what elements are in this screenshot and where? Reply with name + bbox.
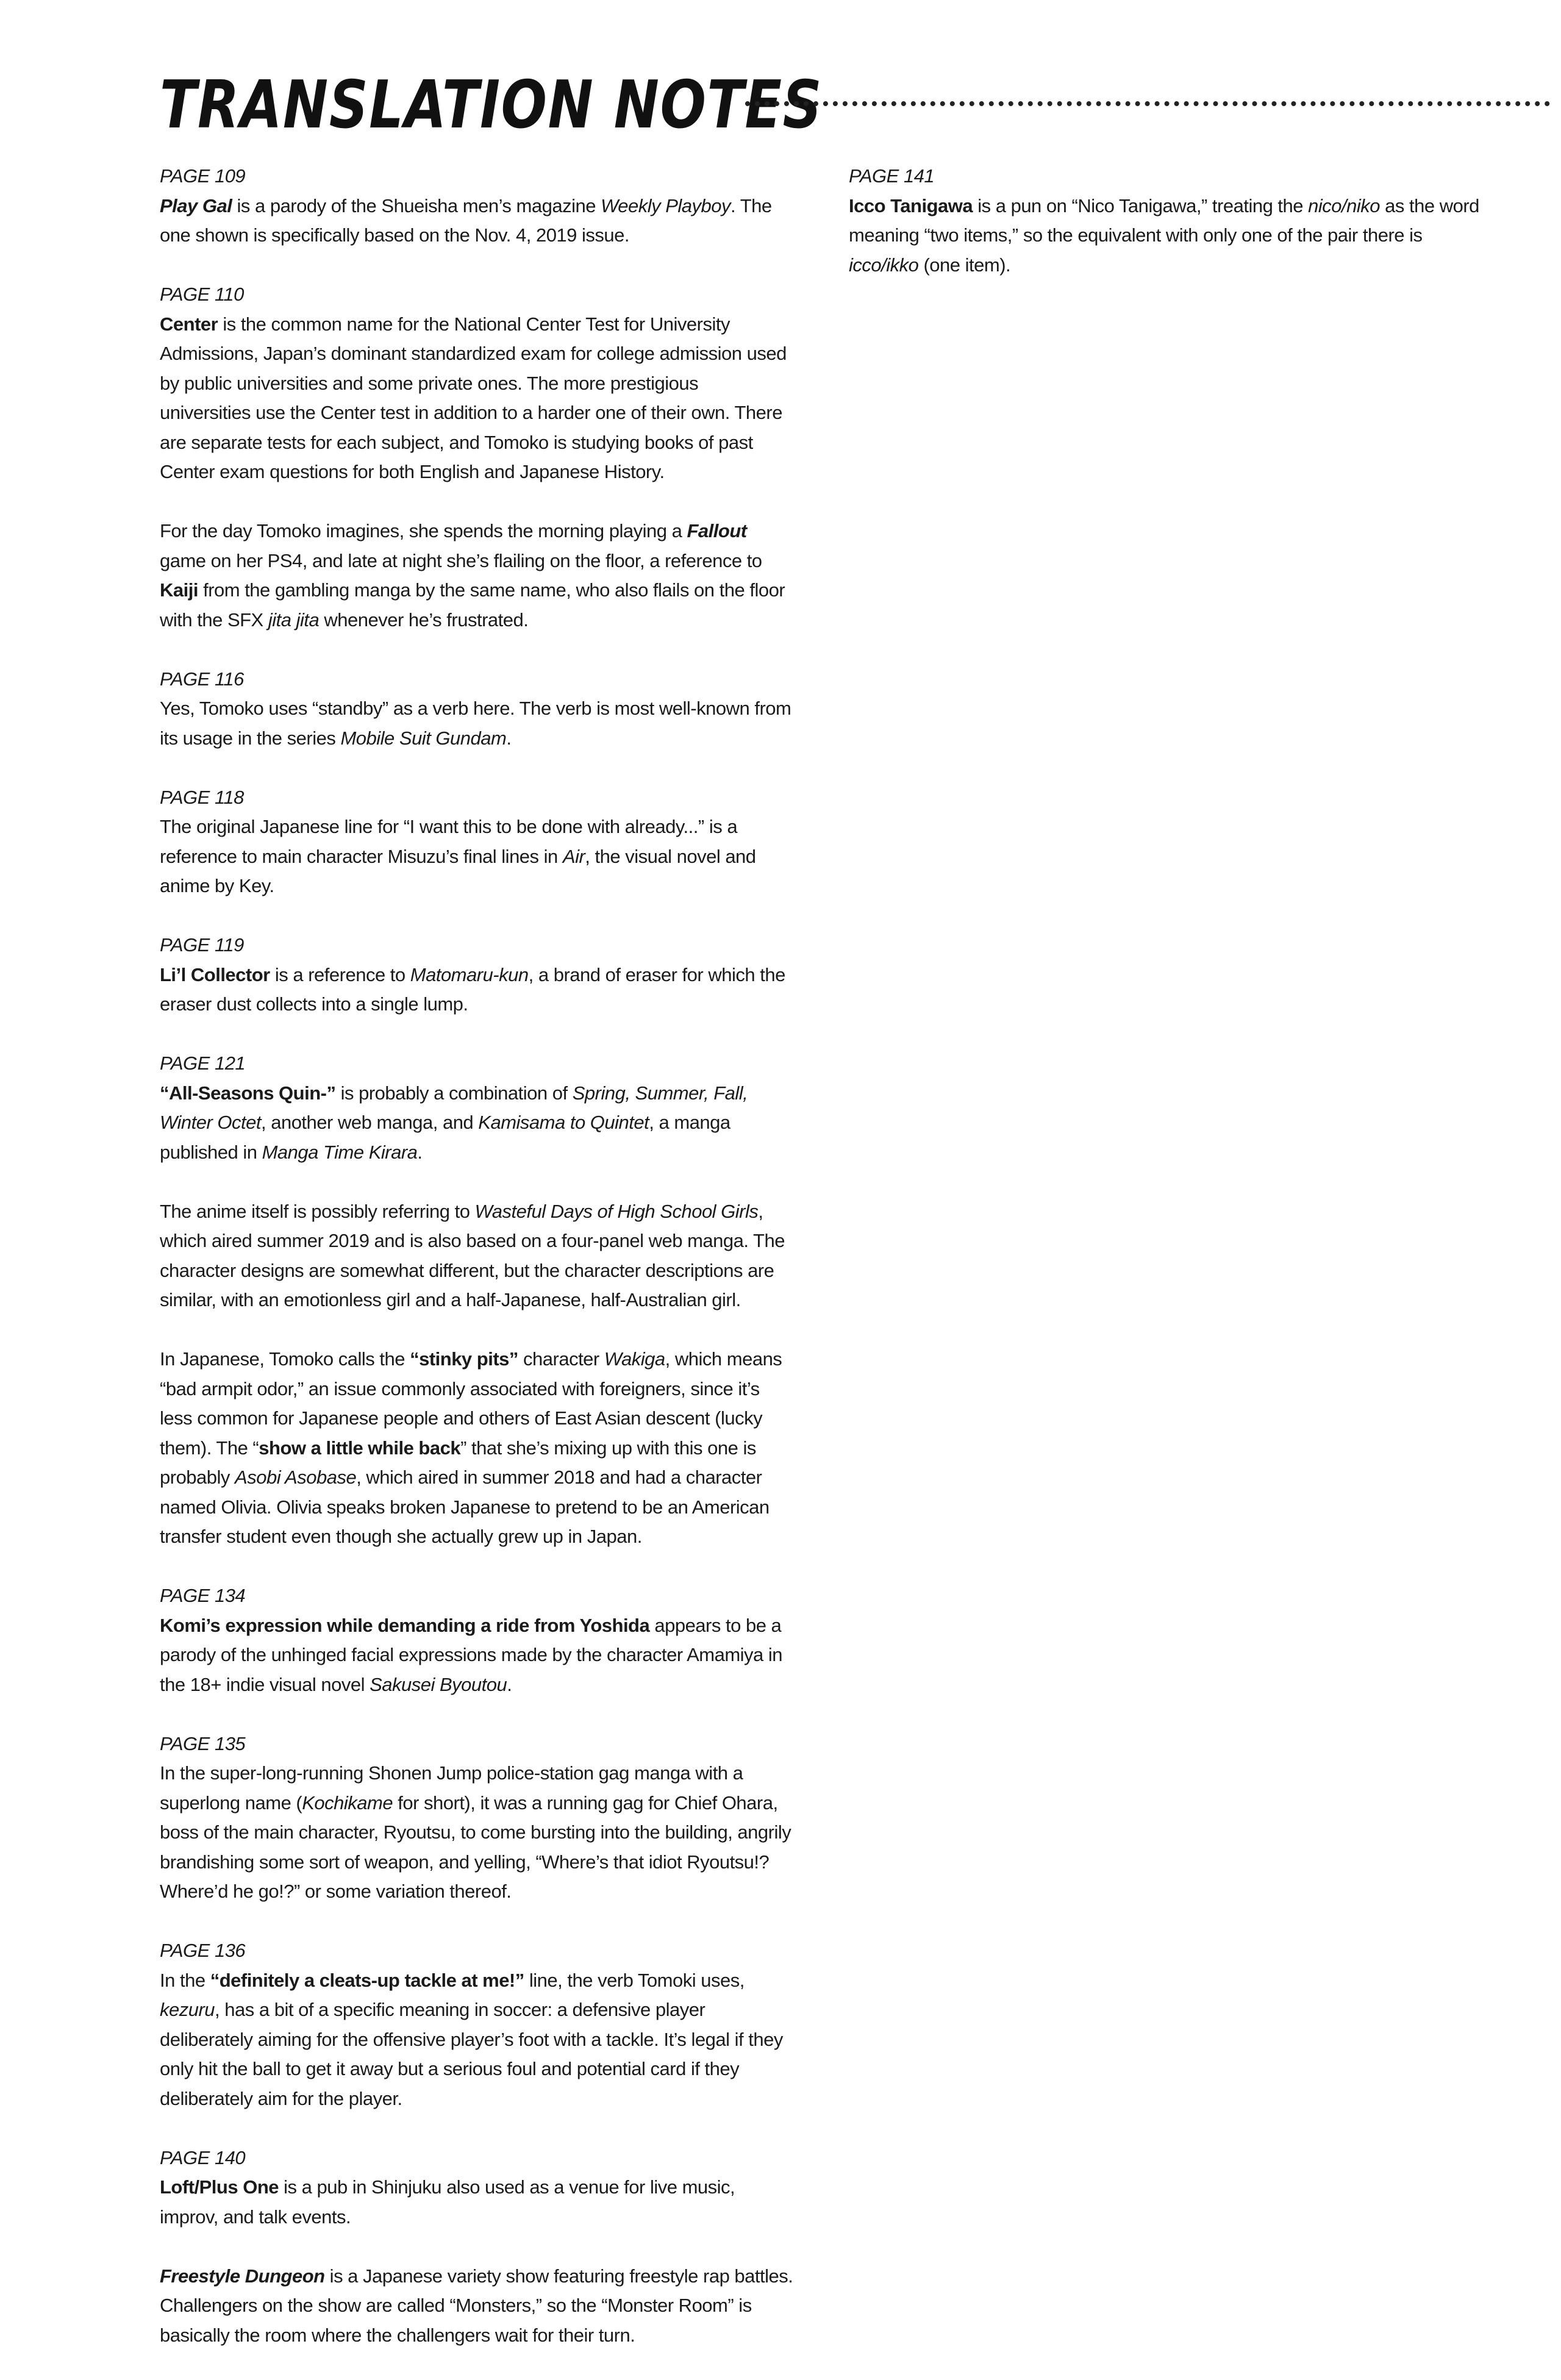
note-text-segment: The original Japanese line for “I want this to be done with already...” is a reference to main character Misuzu’s final lines in xyxy=(160,816,738,867)
note-page-number: PAGE 136 xyxy=(160,1940,246,1961)
page-title: TRANSLATION NOTES xyxy=(160,67,823,143)
note-text-segment: nico/niko xyxy=(1308,195,1381,216)
note-text-segment: Icco Tanigawa xyxy=(849,195,973,216)
note-text-segment: Li’l Collector xyxy=(160,963,270,985)
note-text-segment: Weekly Playboy xyxy=(601,195,731,216)
note-paragraph xyxy=(160,2262,794,2351)
note-text-segment: is a pun on “Nico Tanigawa,” treating the xyxy=(973,195,1309,216)
note-paragraph xyxy=(160,516,794,635)
note-text-segment: appears to be a parody of the unhinged facial expressions made by the character Amamiya in the 18+ indie visual novel xyxy=(160,1614,783,1695)
note-text-segment: , has a bit of a specific meaning in soccer: a defensive player deliberately aiming for the offensive player’s foot with a tackle. It’s legal if they only hit the ball to get it away but a serious foul and potential card if they deliberately aim for the player. xyxy=(160,1999,783,2109)
note-text-segment: is probably a combination of xyxy=(335,1082,573,1104)
note-text-segment: . xyxy=(417,1141,423,1163)
note-text-segment: , the visual novel and anime by Key. xyxy=(160,845,756,896)
note-text-segment: Mobile Suit Gundam xyxy=(340,727,507,749)
note-text-segment: Center xyxy=(160,313,218,335)
note-text-segment: . xyxy=(506,727,512,749)
note-text-segment: Manga Time Kirara xyxy=(262,1141,418,1163)
note-paragraph xyxy=(160,1079,794,1168)
note-text-segment: . The one shown is specifically based on the Nov. 4, 2019 issue. xyxy=(160,195,772,246)
note-text-segment: Wakiga xyxy=(604,1348,665,1370)
note-text-segment: is a pub in Shinjuku also used as a venue for live music, improv, and talk events. xyxy=(160,2176,735,2228)
note-paragraph xyxy=(160,1966,794,2114)
note-text-segment: , which aired summer 2019 and is also based on a four-panel web manga. The character designs are somewhat different, but the character descriptions are similar, with an emotionless girl and a half-Japanese, half-Australian girl. xyxy=(160,1200,785,1310)
note-page-number: PAGE 116 xyxy=(160,668,244,690)
note-text-segment: jita jita xyxy=(268,609,320,631)
note-text-segment: Asobi Asobase xyxy=(235,1467,357,1488)
note-page-number: PAGE 110 xyxy=(160,284,244,305)
note-page-number: PAGE 141 xyxy=(849,165,935,187)
note-text-segment: as the word meaning “two items,” so the equivalent with only one of the pair there is xyxy=(849,195,1479,246)
notes-column-left xyxy=(160,162,794,2380)
note-text-segment: , which aired in summer 2018 and had a character named Olivia. Olivia speaks broken Japanese to pretend to be an American transfer student even though she actually grew up in Japan. xyxy=(160,1467,770,1547)
note-text-segment: Wasteful Days of High School Girls xyxy=(474,1200,759,1222)
note-text-segment: . xyxy=(507,1673,512,1695)
note-paragraph xyxy=(160,1759,794,1907)
note-block xyxy=(160,1049,794,1552)
note-text-segment: “definitely a cleats-up tackle at me!” xyxy=(210,1969,524,1991)
note-text-segment: Spring, Summer, Fall, Winter Octet xyxy=(160,1082,748,1133)
note-text-segment: “stinky pits” xyxy=(410,1348,518,1370)
note-paragraph xyxy=(160,1345,794,1552)
note-text-segment: (one item). xyxy=(918,254,1011,276)
note-text-segment: , which means “bad armpit odor,” an issue commonly associated with foreigners, since it’s less common for Japanese people and others of East Asian descent (lucky them). The “ xyxy=(160,1348,782,1459)
note-text-segment: Kaiji xyxy=(160,579,198,601)
note-text-segment: character xyxy=(518,1348,604,1370)
note-text-segment: Air xyxy=(562,845,585,867)
note-paragraph xyxy=(160,1197,794,1315)
note-paragraph xyxy=(160,1611,794,1700)
note-text-segment: show a little while back xyxy=(259,1437,461,1459)
note-text-segment: Matomaru-kun xyxy=(410,963,529,985)
notes-column-right xyxy=(849,162,1489,310)
note-paragraph xyxy=(160,960,794,1020)
note-text-segment: is a parody of the Shueisha men’s magazine xyxy=(232,195,601,216)
note-paragraph xyxy=(160,191,794,251)
note-block xyxy=(160,162,794,251)
note-text-segment: icco/ikko xyxy=(849,254,919,276)
note-text-segment: Yes, Tomoko uses “standby” as a verb here. The verb is most well-known from its usage in the series xyxy=(160,698,791,749)
note-paragraph xyxy=(160,812,794,901)
note-text-segment: In the super-long-running Shonen Jump police-station gag manga with a superlong name ( xyxy=(160,1762,743,1814)
note-text-segment: Kochikame xyxy=(302,1792,393,1814)
note-block xyxy=(160,1581,794,1699)
note-paragraph xyxy=(160,2173,794,2232)
note-text-segment: Play Gal xyxy=(160,195,232,216)
note-text-segment: For the day Tomoko imagines, she spends the morning playing a xyxy=(160,520,687,541)
note-text-segment: Fallout xyxy=(687,520,747,541)
note-text-segment: line, the verb Tomoki uses, xyxy=(524,1969,745,1991)
note-text-segment: , a manga published in xyxy=(160,1112,730,1163)
note-text-segment: In the xyxy=(160,1969,210,1991)
note-text-segment: Freestyle Dungeon xyxy=(160,2265,325,2287)
note-text-segment: Komi’s expression while demanding a ride from Yoshida xyxy=(160,1614,650,1636)
note-paragraph xyxy=(160,694,794,753)
note-block xyxy=(160,280,794,635)
header-dotted-rule xyxy=(745,101,1550,106)
note-text-segment: is a Japanese variety show featuring freestyle rap battles. Challengers on the show are called “Monsters,” so the “Monster Room” is basically the room where the challengers wait for their turn. xyxy=(160,2265,793,2346)
note-block xyxy=(849,162,1489,280)
page-header xyxy=(160,66,1550,145)
note-block xyxy=(160,783,794,901)
note-page-number: PAGE 109 xyxy=(160,165,246,187)
note-text-segment: kezuru xyxy=(160,1999,215,2020)
note-page-number: PAGE 121 xyxy=(160,1052,246,1074)
note-text-segment: is the common name for the National Center Test for University Admissions, Japan’s dominant standardized exam for college admission used by public universities and some private ones. The more prestigious universities use the Center test in addition to a harder one of their own. There are separate tests for each subject, and Tomoko is studying books of past Center exam questions for both English and Japanese History. xyxy=(160,313,787,482)
note-paragraph xyxy=(849,191,1489,281)
note-text-segment: Sakusei Byoutou xyxy=(370,1673,507,1695)
note-page-number: PAGE 118 xyxy=(160,786,244,808)
note-text-segment: is a reference to xyxy=(270,963,410,985)
note-text-segment: “All-Seasons Quin-” xyxy=(160,1082,336,1104)
note-page-number: PAGE 119 xyxy=(160,934,244,956)
note-page-number: PAGE 140 xyxy=(160,2146,246,2168)
note-text-segment: Kamisama to Quintet xyxy=(478,1112,649,1133)
note-block xyxy=(160,931,794,1020)
note-text-segment: from the gambling manga by the same name, who also flails on the floor with the SFX xyxy=(160,579,785,631)
note-text-segment: Loft/Plus One xyxy=(160,2176,279,2198)
note-text-segment: for short), it was a running gag for Chief Ohara, boss of the main character, Ryoutsu, to come bursting into the building, angrily brandishing some sort of weapon, and yelling, “Where’s that idiot Ryoutsu!? Where’d he go!?” or some variation thereof. xyxy=(160,1792,791,1902)
note-text-segment: whenever he’s frustrated. xyxy=(319,609,529,631)
note-text-segment: ” that she’s mixing up with this one is probably xyxy=(160,1437,756,1488)
note-text-segment: The anime itself is possibly referring to xyxy=(160,1200,475,1222)
note-block xyxy=(160,1936,794,2114)
note-block xyxy=(160,665,794,754)
note-text-segment: , another web manga, and xyxy=(260,1112,479,1133)
note-text-segment: In Japanese, Tomoko calls the xyxy=(160,1348,410,1370)
note-paragraph xyxy=(160,310,794,487)
note-page-number: PAGE 135 xyxy=(160,1732,246,1754)
note-text-segment: game on her PS4, and late at night she’s flailing on the floor, a reference to xyxy=(160,549,762,571)
note-block xyxy=(160,2143,794,2351)
note-page-number: PAGE 134 xyxy=(160,1585,246,1606)
note-block xyxy=(160,1729,794,1907)
note-text-segment: , a brand of eraser for which the eraser dust collects into a single lump. xyxy=(160,963,785,1015)
